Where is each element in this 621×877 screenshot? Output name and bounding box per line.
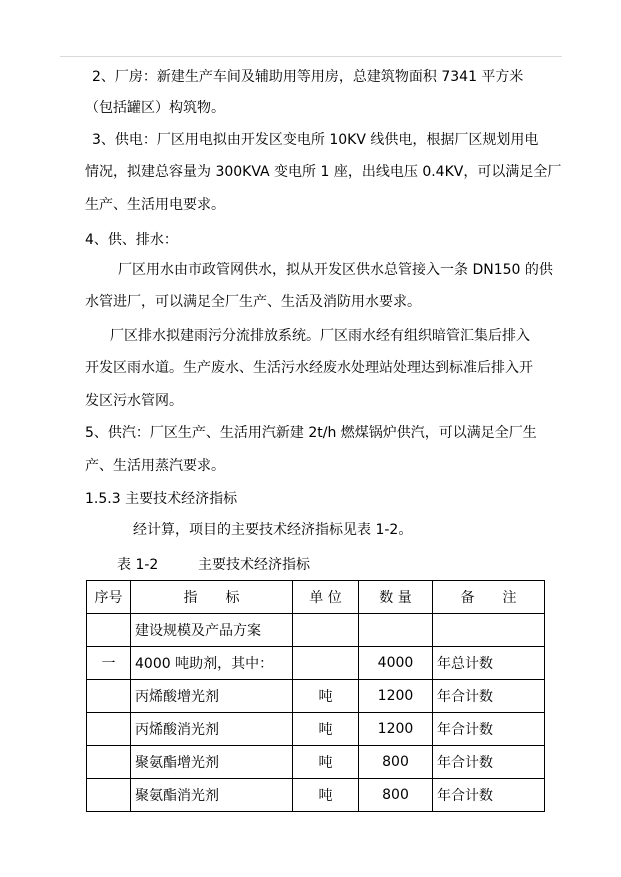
table-row xyxy=(87,614,545,647)
cell-unit: 吨 xyxy=(293,713,359,746)
cell-indicator: 丙烯酸增光剂 xyxy=(131,680,293,713)
table-caption-number: 表 1-2 xyxy=(117,557,159,573)
cell-index xyxy=(87,713,131,746)
table-row xyxy=(87,647,545,680)
table-row xyxy=(87,779,545,812)
paragraph-power-line3: 生产、生活用电要求。 xyxy=(85,197,225,213)
header-remark: 备 注 xyxy=(433,581,545,614)
paragraph-drainage-line2: 开发区雨水道。生产废水、生活污水经废水处理站处理达到标准后排入开 xyxy=(85,360,533,376)
cell-indicator: 聚氨酯增光剂 xyxy=(131,746,293,779)
section-heading: 1.5.3 主要技术经济指标 xyxy=(85,491,238,507)
cell-unit: 吨 xyxy=(293,746,359,779)
table-row xyxy=(87,746,545,779)
cell-index xyxy=(87,746,131,779)
paragraph-steam-line2: 产、生活用蒸汽要求。 xyxy=(85,458,225,474)
cell-quantity: 800 xyxy=(359,746,433,779)
paragraph-factory-line1: 2、厂房：新建生产车间及辅助用等用房，总建筑物面积 7341 平方米 xyxy=(92,69,524,85)
header-index: 序号 xyxy=(87,581,131,614)
paragraph-steam-line1: 5、供汽：厂区生产、生活用汽新建 2t/h 燃煤锅炉供汽，可以满足全厂生 xyxy=(85,425,537,441)
cell-remark: 年合计数 xyxy=(433,746,545,779)
header-unit: 单 位 xyxy=(293,581,359,614)
table-header-row xyxy=(87,581,545,614)
cell-remark: 年总计数 xyxy=(433,647,545,680)
cell-remark xyxy=(433,614,545,647)
cell-indicator: 建设规模及产品方案 xyxy=(131,614,293,647)
table-row xyxy=(87,713,545,746)
cell-index xyxy=(87,680,131,713)
table-row xyxy=(87,680,545,713)
cell-quantity: 1200 xyxy=(359,680,433,713)
cell-remark: 年合计数 xyxy=(433,680,545,713)
paragraph-water-heading: 4、供、排水： xyxy=(85,232,178,248)
cell-quantity: 800 xyxy=(359,779,433,812)
indicator-table xyxy=(86,580,545,812)
paragraph-drainage-line1: 厂区排水拟建雨污分流排放系统。厂区雨水经有组织暗管汇集后排入 xyxy=(110,328,530,344)
cell-remark: 年合计数 xyxy=(433,779,545,812)
paragraph-power-line1: 3、供电：厂区用电拟由开发区变电所 10KV 线供电，根据厂区规划用电 xyxy=(92,132,539,148)
cell-unit: 吨 xyxy=(293,779,359,812)
header-quantity: 数 量 xyxy=(359,581,433,614)
header-indicator: 指 标 xyxy=(131,581,293,614)
cell-unit: 吨 xyxy=(293,680,359,713)
cell-quantity: 1200 xyxy=(359,713,433,746)
cell-unit xyxy=(293,614,359,647)
cell-indicator: 聚氨酯消光剂 xyxy=(131,779,293,812)
paragraph-factory-line2: （包括罐区）构筑物。 xyxy=(85,100,225,116)
cell-index: 一 xyxy=(87,647,131,680)
header-rule xyxy=(60,56,562,57)
cell-quantity: 4000 xyxy=(359,647,433,680)
cell-remark: 年合计数 xyxy=(433,713,545,746)
paragraph-water-supply-line2: 水管进厂，可以满足全厂生产、生活及消防用水要求。 xyxy=(85,294,421,310)
cell-unit xyxy=(293,647,359,680)
paragraph-drainage-line3: 发区污水管网。 xyxy=(85,393,183,409)
cell-indicator: 4000 吨助剂，其中： xyxy=(131,647,293,680)
cell-quantity xyxy=(359,614,433,647)
paragraph-water-supply-line1: 厂区用水由市政管网供水，拟从开发区供水总管接入一条 DN150 的供 xyxy=(118,262,553,278)
cell-index xyxy=(87,779,131,812)
paragraph-power-line2: 情况，拟建总容量为 300KVA 变电所 1 座，出线电压 0.4KV，可以满足全厂 xyxy=(85,164,562,180)
table-intro: 经计算，项目的主要技术经济指标见表 1-2。 xyxy=(133,522,413,538)
table-caption-title: 主要技术经济指标 xyxy=(198,557,310,573)
cell-index xyxy=(87,614,131,647)
cell-indicator: 丙烯酸消光剂 xyxy=(131,713,293,746)
